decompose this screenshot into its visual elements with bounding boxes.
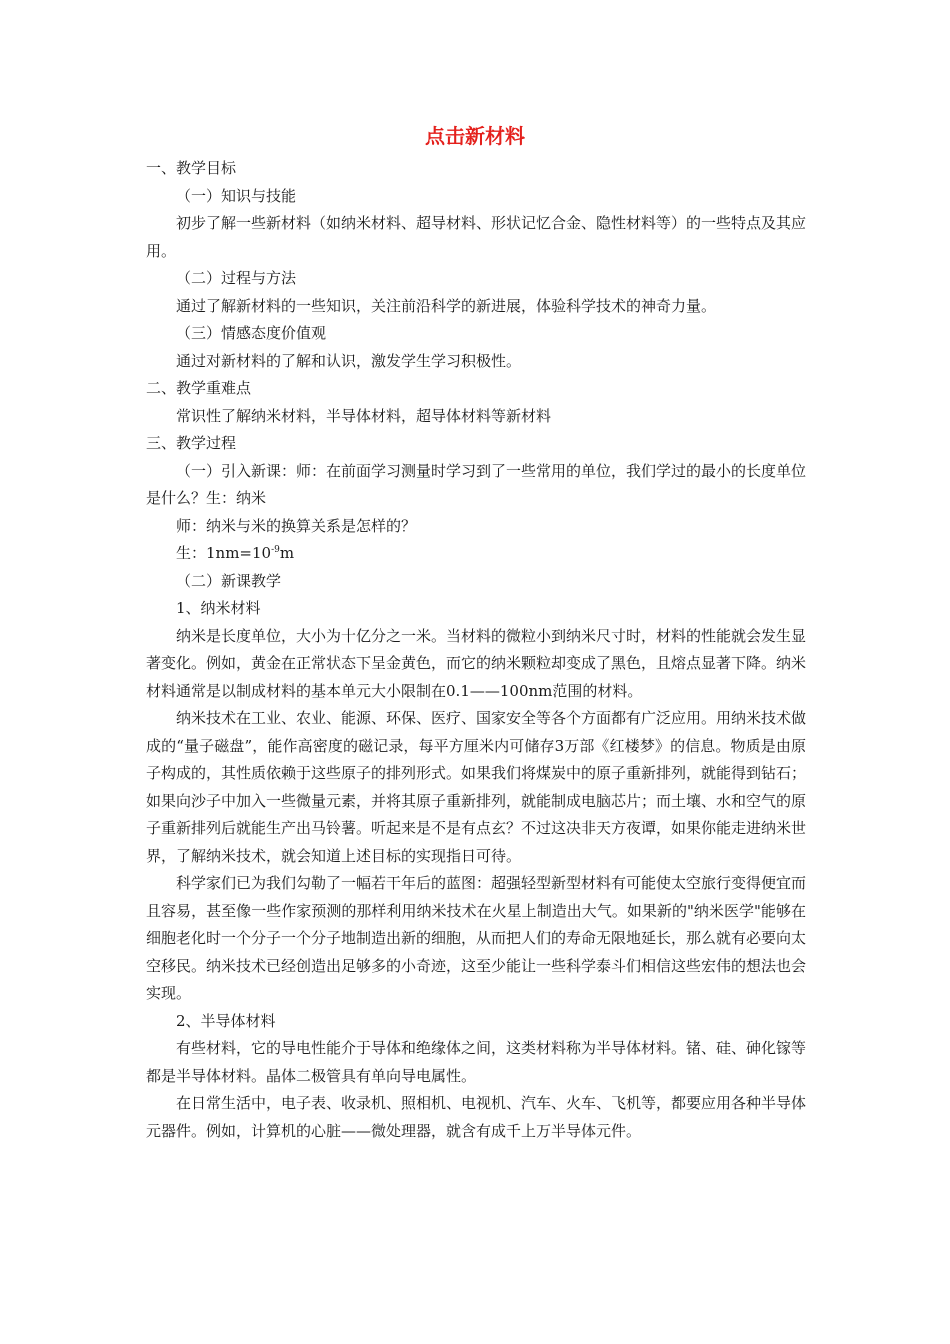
- paragraph-nano-3: 科学家们已为我们勾勒了一幅若干年后的蓝图：超强轻型新型材料有可能使太空旅行变得便宜而且容易，甚至像一些作家预测的那样利用纳米技术在火星上制造出大气。如果新的"纳米医学"能够在细胞老化时一个分子一个分子地制造出新的细胞，从而把人们的寿命无限地延长，那么就有必要向太空移民。纳米技术已经创造出足够多的小奇迹，这至少能让一些科学泰斗们相信这些宏伟的想法也会实现。: [146, 874, 807, 1002]
- subheading-knowledge-skills: （一）知识与技能: [176, 186, 297, 205]
- heading-teaching-process: 三、教学过程: [146, 434, 237, 452]
- paragraph-answer: [146, 540, 806, 568]
- document-title: 点击新材料: [425, 124, 525, 148]
- subheading-new-lesson: （二）新课教学: [176, 571, 282, 590]
- answer-prefix: 生：1nm=10: [176, 544, 272, 562]
- paragraph-attitude-values: 通过对新材料的了解和认识，激发学生学习积极性。: [176, 351, 522, 370]
- paragraph-nano-1: 纳米是长度单位，大小为十亿分之一米。当材料的微粒小到纳米尺寸时，材料的性能就会发生显著变化。例如，黄金在正常状态下呈金黄色，而它的纳米颗粒却变成了黑色，且熔点显著下降。纳米材料通常是以制成材料的基本单元大小限制在0.1——100nm范围的材料。: [146, 626, 807, 700]
- paragraph-nano-2: 纳米技术在工业、农业、能源、环保、医疗、国家安全等各个方面都有广泛应用。用纳米技术做成的“量子磁盘”，能作高密度的磁记录，每平方厘米内可储存3万部《红楼梦》的信息。物质是由原子构成的，其性质依赖于这些原子的排列形式。如果我们将煤炭中的原子重新排列，就能得到钻石；如果向沙子中加入一些微量元素，并将其原子重新排列，就能制成电脑芯片；而土壤、水和空气的原子重新排列后就能生产出马铃薯。听起来是不是有点玄？不过这决非天方夜谭，如果你能走进纳米世界，了解纳米技术，就会知道上述目标的实现指日可待。: [146, 709, 807, 865]
- heading-teaching-goals: 一、教学目标: [146, 159, 237, 177]
- subheading-nano-materials: 1、纳米材料: [176, 599, 261, 617]
- paragraph-process-method: 通过了解新材料的一些知识，关注前沿科学的新进展，体验科学技术的神奇力量。: [176, 296, 717, 315]
- subheading-process-method: （二）过程与方法: [176, 269, 297, 287]
- heading-key-points: 二、教学重难点: [146, 379, 252, 397]
- answer-suffix: m: [279, 544, 295, 562]
- paragraph-introduction: （一）引入新课：师：在前面学习测量时学习到了一些常用的单位，我们学过的最小的长度单位是什么？生：纳米: [146, 461, 807, 507]
- subheading-attitude-values: （三）情感态度价值观: [176, 324, 327, 342]
- paragraph-question: 师：纳米与米的换算关系是怎样的？: [176, 516, 417, 535]
- document-body: [146, 155, 806, 1145]
- paragraph-knowledge-skills: 初步了解一些新材料（如纳米材料、超导材料、形状记忆合金、隐性材料等）的一些特点及其应用。: [146, 214, 807, 260]
- paragraph-semi-2: 在日常生活中，电子表、收录机、照相机、电视机、汽车、火车、飞机等，都要应用各种半导体元器件。例如，计算机的心脏——微处理器，就含有成千上万半导体元件。: [146, 1094, 807, 1140]
- answer-exponent: -9: [271, 545, 280, 555]
- subheading-semiconductor: 2、半导体材料: [176, 1011, 276, 1030]
- paragraph-key-points: 常识性了解纳米材料，半导体材料，超导体材料等新材料: [176, 406, 552, 425]
- paragraph-semi-1: 有些材料，它的导电性能介于导体和绝缘体之间，这类材料称为半导体材料。锗、硅、砷化镓等都是半导体材料。晶体二极管具有单向导电属性。: [146, 1039, 807, 1085]
